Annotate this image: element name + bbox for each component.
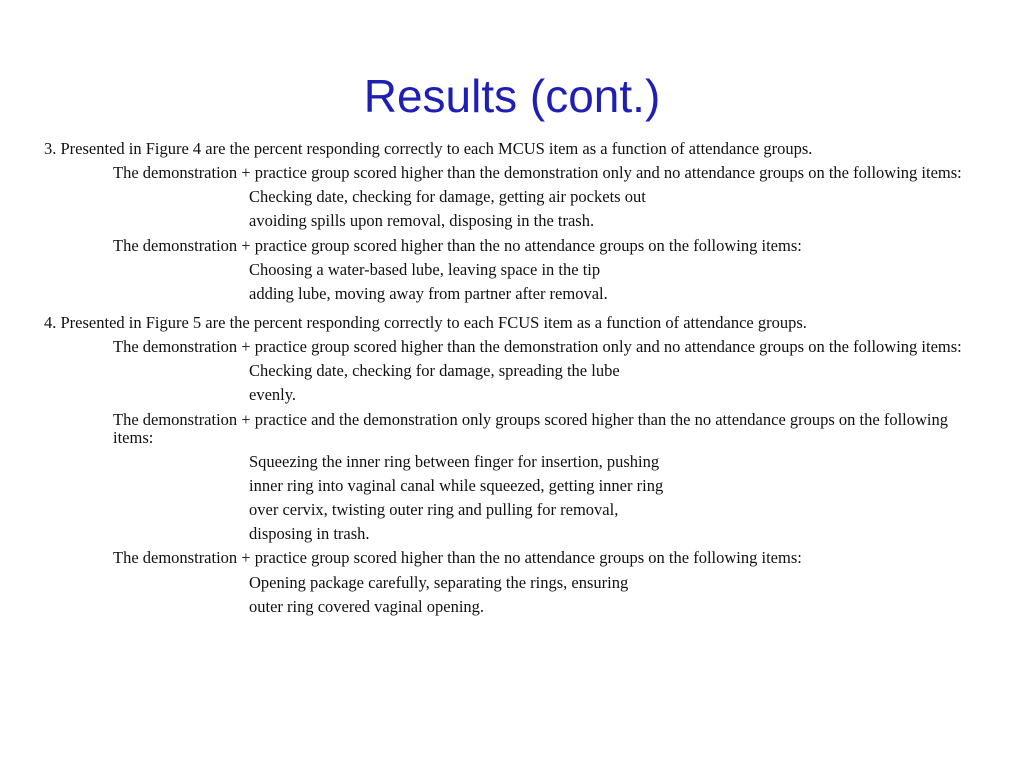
item-text: over cervix, twisting outer ring and pulling for removal, xyxy=(249,500,619,520)
item-text: evenly. xyxy=(249,385,297,405)
item-text: avoiding spills upon removal, disposing in the trash. xyxy=(249,211,595,231)
item-text: Checking date, checking for damage, getting air pockets out xyxy=(249,187,646,207)
finding-text: The demonstration + practice group scored higher than the no attendance groups on the following items: xyxy=(113,235,802,255)
item-text: adding lube, moving away from partner after removal. xyxy=(249,283,608,303)
section-intro: 4. Presented in Figure 5 are the percent responding correctly to each FCUS item as a function of attendance groups. xyxy=(44,312,807,332)
item-text: inner ring into vaginal canal while squeezed, getting inner ring xyxy=(249,475,664,495)
section-intro: 3. Presented in Figure 4 are the percent responding correctly to each MCUS item as a function of attendance groups. xyxy=(44,139,813,158)
slide-body xyxy=(44,140,974,622)
result-section xyxy=(44,140,974,303)
slide-title: Results (cont.) xyxy=(363,70,661,122)
finding-text: The demonstration + practice group scored higher than the no attendance groups on the following items: xyxy=(113,548,802,568)
item-text: disposing in trash. xyxy=(249,524,370,544)
result-section xyxy=(44,314,974,616)
finding-text: The demonstration + practice group scored higher than the demonstration only and no attendance groups on the following items: xyxy=(113,337,962,357)
item-text: Squeezing the inner ring between finger for insertion, pushing xyxy=(249,451,660,471)
item-text: Opening package carefully, separating the rings, ensuring xyxy=(249,572,629,592)
item-text: Choosing a water-based lube, leaving space in the tip xyxy=(249,259,601,279)
item-text: Checking date, checking for damage, spreading the lube xyxy=(249,361,620,381)
finding-text: The demonstration + practice group scored higher than the demonstration only and no attendance groups on the following items: xyxy=(113,163,962,183)
item-text: outer ring covered vaginal opening. xyxy=(249,596,485,616)
finding-text: The demonstration + practice and the demonstration only groups scored higher than the no attendance groups on the following items: xyxy=(113,409,948,447)
